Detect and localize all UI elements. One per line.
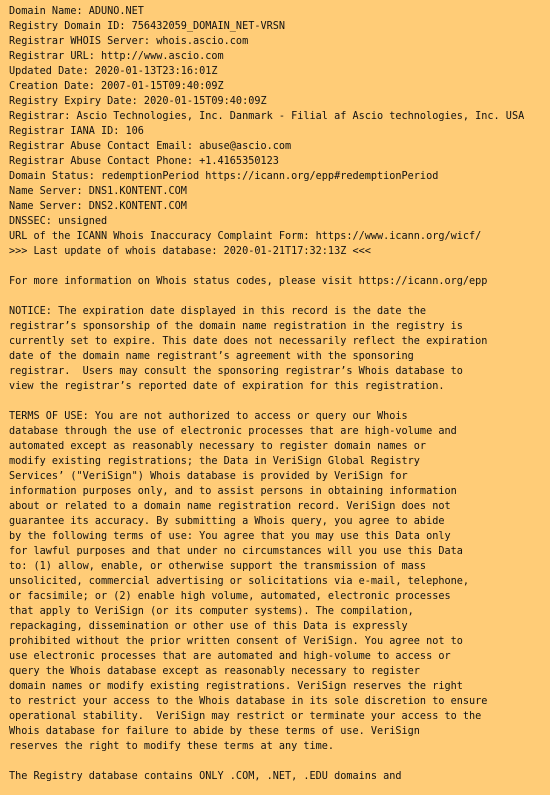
whois-line: Registrar: Ascio Technologies, Inc. Danmark - Filial af Ascio technologies, Inc. USA: [9, 111, 525, 122]
whois-line: Domain Name: ADUNO.NET: [9, 6, 144, 17]
whois-line: guarantee its accuracy. By submitting a Whois query, you agree to abide: [9, 516, 445, 527]
whois-line: Registrar IANA ID: 106: [9, 126, 144, 137]
whois-line: automated except as reasonably necessary to register domain names or: [9, 441, 427, 452]
whois-line: TERMS OF USE: You are not authorized to access or query our Whois: [9, 411, 408, 422]
whois-line: reserves the right to modify these terms at any time.: [9, 741, 335, 752]
whois-line: Name Server: DNS1.KONTENT.COM: [9, 186, 187, 197]
whois-line: to: (1) allow, enable, or otherwise support the transmission of mass: [9, 561, 427, 572]
whois-line: Registrar Abuse Contact Email: abuse@ascio.com: [9, 141, 292, 152]
whois-line: use electronic processes that are automated and high-volume to access or: [9, 651, 451, 662]
whois-line: Updated Date: 2020-01-13T23:16:01Z: [9, 66, 218, 77]
whois-line: URL of the ICANN Whois Inaccuracy Complaint Form: https://www.icann.org/wicf/: [9, 231, 482, 242]
whois-line: Registrar WHOIS Server: whois.ascio.com: [9, 36, 249, 47]
whois-line: database through the use of electronic processes that are high-volume and: [9, 426, 457, 437]
whois-line: Registry Domain ID: 756432059_DOMAIN_NET-VRSN: [9, 21, 286, 32]
whois-line: or facsimile; or (2) enable high volume, automated, electronic processes: [9, 591, 451, 602]
whois-line: information purposes only, and to assist persons in obtaining information: [9, 486, 457, 497]
whois-line: DNSSEC: unsigned: [9, 216, 108, 227]
whois-line: Registrar URL: http://www.ascio.com: [9, 51, 224, 62]
whois-line: [9, 394, 541, 409]
whois-line: modify existing registrations; the Data in VeriSign Global Registry: [9, 456, 420, 467]
whois-line: Name Server: DNS2.KONTENT.COM: [9, 201, 187, 212]
whois-line: domain names or modify existing registrations. VeriSign reserves the right: [9, 681, 463, 692]
whois-line: query the Whois database except as reasonably necessary to register: [9, 666, 420, 677]
whois-line: about or related to a domain name registration record. VeriSign does not: [9, 501, 451, 512]
whois-line: For more information on Whois status codes, please visit https://icann.org/epp: [9, 276, 488, 287]
whois-line: [9, 754, 541, 769]
whois-line: operational stability. VeriSign may restrict or terminate your access to the: [9, 711, 482, 722]
whois-line: registrar’s sponsorship of the domain name registration in the registry is: [9, 321, 463, 332]
whois-line: >>> Last update of whois database: 2020-01-21T17:32:13Z <<<: [9, 246, 371, 257]
whois-line: Creation Date: 2007-01-15T09:40:09Z: [9, 81, 224, 92]
whois-line: Services’ ("VeriSign") Whois database is provided by VeriSign for: [9, 471, 408, 482]
whois-line: to restrict your access to the Whois database in its sole discretion to ensure: [9, 696, 488, 707]
whois-line: NOTICE: The expiration date displayed in this record is the date the: [9, 306, 427, 317]
whois-line: for lawful purposes and that under no circumstances will you use this Data: [9, 546, 463, 557]
whois-line: view the registrar’s reported date of expiration for this registration.: [9, 381, 445, 392]
whois-line: registrar. Users may consult the sponsoring registrar’s Whois database to: [9, 366, 463, 377]
whois-line: prohibited without the prior written consent of VeriSign. You agree not to: [9, 636, 463, 647]
whois-line: Whois database for failure to abide by these terms of use. VeriSign: [9, 726, 420, 737]
whois-line: The Registry database contains ONLY .COM, .NET, .EDU domains and: [9, 771, 402, 782]
whois-line: currently set to expire. This date does not necessarily reflect the expiration: [9, 336, 488, 347]
whois-line: repackaging, dissemination or other use of this Data is expressly: [9, 621, 408, 632]
whois-line: Registrar Abuse Contact Phone: +1.4165350123: [9, 156, 279, 167]
whois-line: by the following terms of use: You agree that you may use this Data only: [9, 531, 451, 542]
whois-line: [9, 289, 541, 304]
whois-line: Domain Status: redemptionPeriod https://icann.org/epp#redemptionPeriod: [9, 171, 439, 182]
whois-line: Registry Expiry Date: 2020-01-15T09:40:09Z: [9, 96, 267, 107]
whois-line: date of the domain name registrant’s agreement with the sponsoring: [9, 351, 414, 362]
whois-line: that apply to VeriSign (or its computer systems). The compilation,: [9, 606, 414, 617]
whois-line: unsolicited, commercial advertising or solicitations via e-mail, telephone,: [9, 576, 470, 587]
whois-line: [9, 259, 541, 274]
